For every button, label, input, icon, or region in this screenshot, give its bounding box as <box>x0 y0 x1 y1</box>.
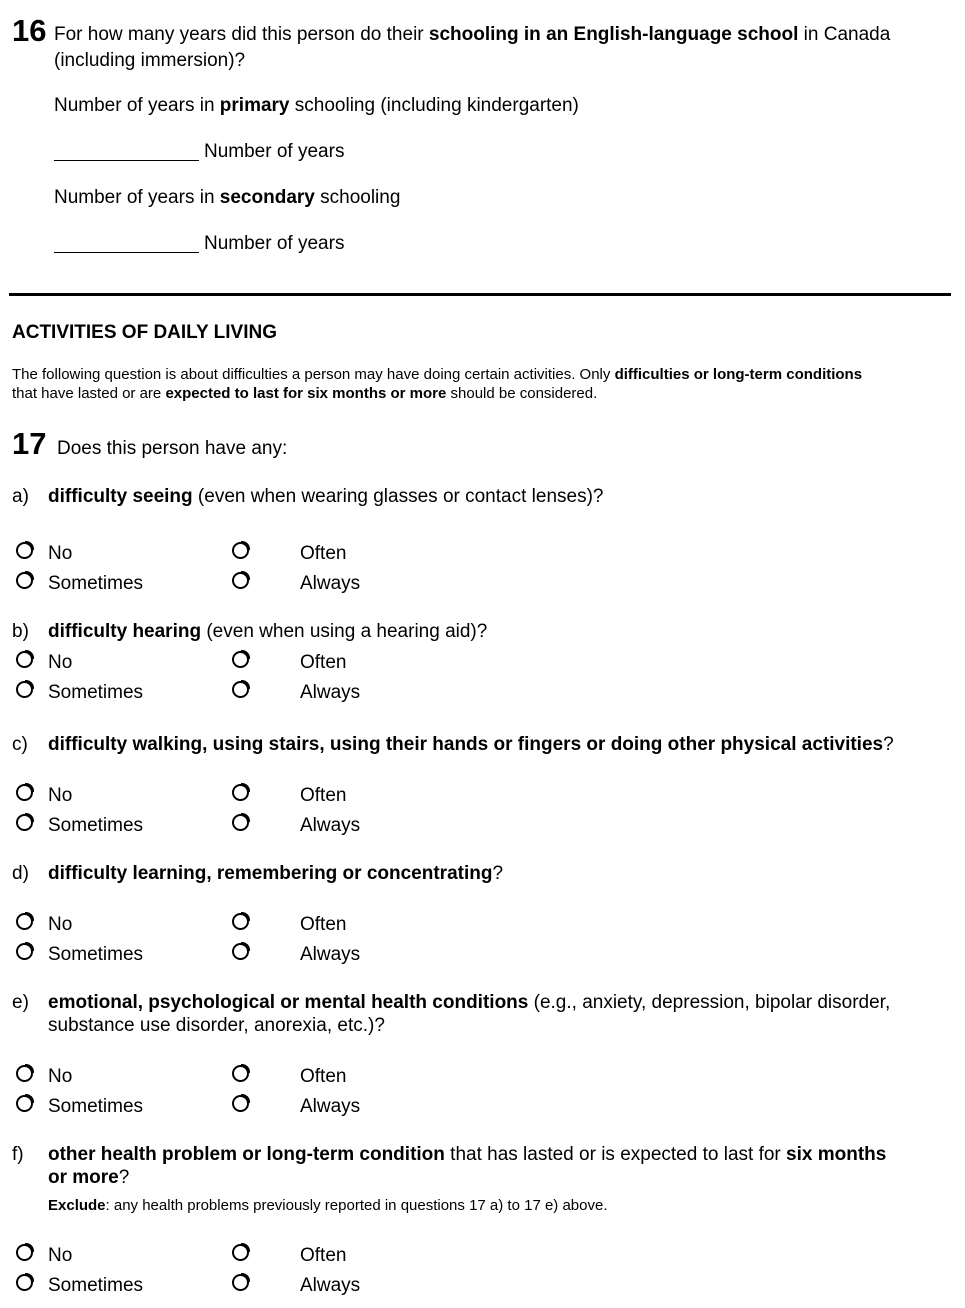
item-e-often-label: Often <box>300 1066 347 1087</box>
item-f-often-radio[interactable] <box>232 1244 249 1261</box>
item-a-no-label: No <box>48 543 73 564</box>
item-b-no-radio[interactable] <box>16 651 33 668</box>
primary-years-input[interactable] <box>54 160 199 161</box>
primary-schooling-label: Number of years in primary schooling (including kindergarten) <box>54 95 579 116</box>
item-a-no-radio[interactable] <box>16 542 33 559</box>
secondary-years-input[interactable] <box>54 252 199 253</box>
item-f-exclude-note: Exclude: any health problems previously reported in questions 17 a) to 17 e) above. <box>48 1197 608 1214</box>
item-e-no-label: No <box>48 1066 73 1087</box>
item-f-no-radio[interactable] <box>16 1244 33 1261</box>
item-a-always-radio[interactable] <box>232 572 249 589</box>
item-f-sometimes-label: Sometimes <box>48 1275 144 1296</box>
section-intro: The following question is about difficulties a person may have doing certain activities. Only difficulties or long-term conditions <box>12 366 863 383</box>
item-b-often-radio[interactable] <box>232 651 249 668</box>
section-intro-line2: that have lasted or are expected to last for six months or more should be considered. <box>12 385 598 402</box>
item-e-always-label: Always <box>300 1096 361 1117</box>
item-b-often-label: Often <box>300 652 347 673</box>
item-c-always-label: Always <box>300 815 361 836</box>
item-b-letter: b) <box>12 621 29 642</box>
item-b-always-radio[interactable] <box>232 681 249 698</box>
section-divider <box>9 293 951 296</box>
question-16-number: 16 <box>12 13 47 48</box>
item-c-letter: c) <box>12 734 28 755</box>
item-e-letter: e) <box>12 992 29 1013</box>
item-e-sometimes-radio[interactable] <box>16 1095 33 1112</box>
item-a-always-label: Always <box>300 573 361 594</box>
item-f-sometimes-radio[interactable] <box>16 1274 33 1291</box>
item-d-no-radio[interactable] <box>16 913 33 930</box>
item-f-text: other health problem or long-term condition that has lasted or is expected to last for six months <box>48 1144 887 1165</box>
item-b-always-label: Always <box>300 682 361 703</box>
item-c-sometimes-radio[interactable] <box>16 814 33 831</box>
item-d-always-label: Always <box>300 944 361 965</box>
item-a-letter: a) <box>12 486 29 507</box>
item-f-letter: f) <box>12 1144 24 1165</box>
item-c-text: difficulty walking, using stairs, using their hands or fingers or doing other physical activities? <box>48 734 894 755</box>
question-17-number: 17 <box>12 426 47 461</box>
item-a-often-radio[interactable] <box>232 542 249 559</box>
question-16-text: For how many years did this person do their schooling in an English-language school in Canada <box>54 24 891 45</box>
item-d-text: difficulty learning, remembering or concentrating? <box>48 863 504 884</box>
item-c-no-label: No <box>48 785 73 806</box>
item-b-sometimes-radio[interactable] <box>16 681 33 698</box>
item-c-always-radio[interactable] <box>232 814 249 831</box>
item-f-no-label: No <box>48 1245 73 1266</box>
secondary-years-unit: Number of years <box>204 233 345 254</box>
item-d-letter: d) <box>12 863 29 884</box>
item-e-always-radio[interactable] <box>232 1095 249 1112</box>
item-c-often-radio[interactable] <box>232 784 249 801</box>
item-d-always-radio[interactable] <box>232 943 249 960</box>
item-a-text: difficulty seeing (even when wearing glasses or contact lenses)? <box>48 486 604 507</box>
primary-years-unit: Number of years <box>204 141 345 162</box>
secondary-schooling-label: Number of years in secondary schooling <box>54 187 401 208</box>
item-c-no-radio[interactable] <box>16 784 33 801</box>
question-17-text: Does this person have any: <box>57 438 288 459</box>
item-d-often-radio[interactable] <box>232 913 249 930</box>
section-title: ACTIVITIES OF DAILY LIVING <box>12 322 277 343</box>
item-e-no-radio[interactable] <box>16 1065 33 1082</box>
item-d-sometimes-radio[interactable] <box>16 943 33 960</box>
item-f-always-label: Always <box>300 1275 361 1296</box>
item-c-sometimes-label: Sometimes <box>48 815 144 836</box>
item-e-text-line2: substance use disorder, anorexia, etc.)? <box>48 1015 385 1036</box>
item-b-no-label: No <box>48 652 73 673</box>
item-d-sometimes-label: Sometimes <box>48 944 144 965</box>
item-f-always-radio[interactable] <box>232 1274 249 1291</box>
item-a-sometimes-label: Sometimes <box>48 573 144 594</box>
item-b-text: difficulty hearing (even when using a hearing aid)? <box>48 621 488 642</box>
item-e-often-radio[interactable] <box>232 1065 249 1082</box>
item-e-sometimes-label: Sometimes <box>48 1096 144 1117</box>
item-f-often-label: Often <box>300 1245 347 1266</box>
item-e-text: emotional, psychological or mental health conditions (e.g., anxiety, depression, bipolar disorder, <box>48 992 891 1013</box>
item-c-often-label: Often <box>300 785 347 806</box>
item-d-often-label: Often <box>300 914 347 935</box>
item-a-sometimes-radio[interactable] <box>16 572 33 589</box>
item-d-no-label: No <box>48 914 73 935</box>
item-b-sometimes-label: Sometimes <box>48 682 144 703</box>
question-16-text-line2: (including immersion)? <box>54 50 246 71</box>
item-f-text-line2: or more? <box>48 1167 130 1188</box>
item-a-often-label: Often <box>300 543 347 564</box>
